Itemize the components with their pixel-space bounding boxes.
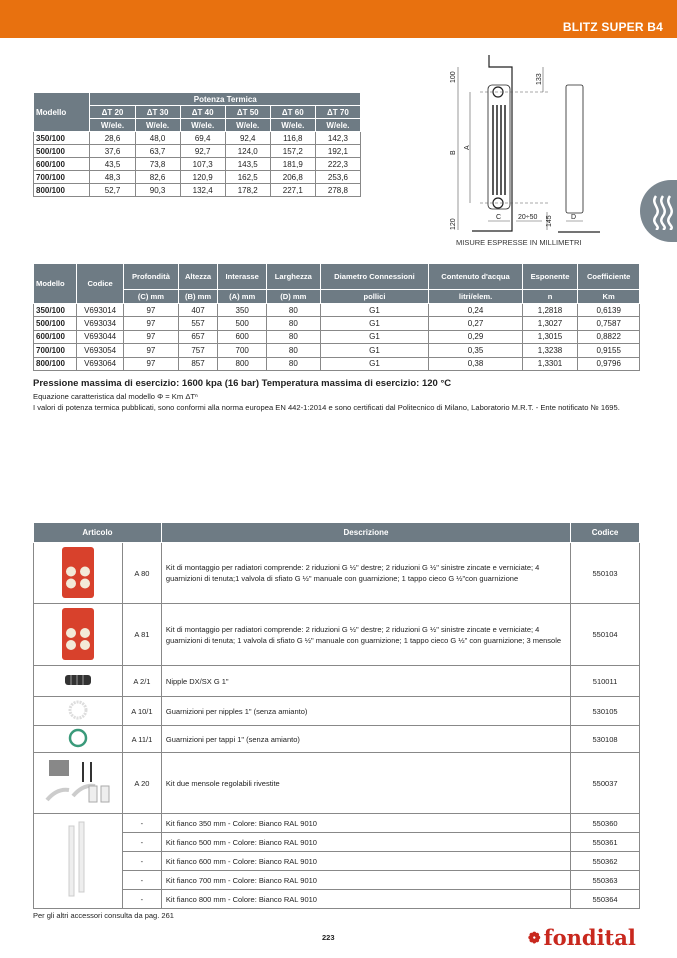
table-row — [34, 666, 640, 697]
spec-value: 0,9796 — [578, 357, 640, 370]
spec-value: 97 — [124, 304, 179, 317]
spec-value: 700 — [218, 344, 267, 357]
delta-header: ΔT 20 — [90, 106, 135, 119]
nipple-image — [34, 666, 123, 697]
spec-value: V693034 — [77, 317, 124, 330]
model-cell: 700/100 — [34, 344, 77, 357]
table-row — [34, 543, 640, 604]
power-value: 28,6 — [90, 132, 135, 145]
plug-gasket-image — [34, 726, 123, 753]
description-cell: Guarnizioni per tappi 1" (senza amianto) — [161, 726, 570, 753]
spec-value: 97 — [124, 317, 179, 330]
spec-value: V693044 — [77, 330, 124, 343]
dim-bottom: 120 — [450, 218, 457, 230]
article-cell: A 2/1 — [122, 666, 161, 697]
spec-unit: (C) mm — [124, 290, 179, 304]
description-cell: Kit due mensole regolabili rivestite — [161, 753, 570, 814]
spec-unit: litri/elem. — [429, 290, 522, 304]
side-kit-image — [34, 814, 123, 909]
spec-value: 97 — [124, 330, 179, 343]
spec-value: 0,6139 — [578, 304, 640, 317]
table-row — [34, 833, 640, 852]
diagram-caption: MISURE ESPRESSE IN MILLIMETRI — [456, 238, 582, 247]
power-value: 132,4 — [180, 184, 225, 197]
spec-value: 0,27 — [429, 317, 522, 330]
article-cell: A 20 — [122, 753, 161, 814]
code-cell: 510011 — [571, 666, 640, 697]
table-row — [34, 344, 640, 357]
spec-value: 1,3015 — [522, 330, 578, 343]
spec-header: Modello — [34, 264, 77, 304]
col-description: Descrizione — [161, 523, 570, 543]
description-cell: Guarnizioni per nipples 1" (senza amianto) — [161, 697, 570, 726]
power-value: 227,1 — [270, 184, 315, 197]
col-code: Codice — [571, 523, 640, 543]
table-row — [34, 132, 361, 145]
specification-table — [33, 263, 640, 371]
col-article: Articolo — [34, 523, 162, 543]
spec-value: 0,9155 — [578, 344, 640, 357]
description-cell: Kit fianco 500 mm - Colore: Bianco RAL 9010 — [161, 833, 570, 852]
unit-header: W/ele. — [315, 119, 360, 132]
code-cell: 550361 — [571, 833, 640, 852]
spec-header: Coefficiente — [578, 264, 640, 290]
spec-value: 0,24 — [429, 304, 522, 317]
delta-header: ΔT 30 — [135, 106, 180, 119]
spec-value: 80 — [267, 357, 321, 370]
description-cell: Kit fianco 700 mm - Colore: Bianco RAL 9010 — [161, 871, 570, 890]
power-value: 120,9 — [180, 171, 225, 184]
table-row — [34, 330, 640, 343]
spec-value: 97 — [124, 344, 179, 357]
model-cell: 600/100 — [34, 158, 90, 171]
power-value: 43,5 — [90, 158, 135, 171]
power-value: 82,6 — [135, 171, 180, 184]
power-value: 278,8 — [315, 184, 360, 197]
radiator-dimension-diagram — [440, 55, 600, 240]
code-cell: 550037 — [571, 753, 640, 814]
spec-value: V693054 — [77, 344, 124, 357]
power-value: 162,5 — [225, 171, 270, 184]
spec-value: 350 — [218, 304, 267, 317]
power-value: 48,0 — [135, 132, 180, 145]
description-cell: Kit fianco 350 mm - Colore: Bianco RAL 9010 — [161, 814, 570, 833]
table-row — [34, 184, 361, 197]
power-value: 52,7 — [90, 184, 135, 197]
model-cell: 350/100 — [34, 304, 77, 317]
article-cell: - — [122, 814, 161, 833]
accessories-footnote: Per gli altri accessori consulta da pag. 261 — [33, 911, 174, 920]
spec-value: 800 — [218, 357, 267, 370]
unit-header: W/ele. — [90, 119, 135, 132]
article-cell: - — [122, 833, 161, 852]
delta-header: ΔT 60 — [270, 106, 315, 119]
power-value: 116,8 — [270, 132, 315, 145]
dim-b: B — [450, 150, 457, 155]
spec-header: Contenuto d'acqua — [429, 264, 522, 290]
power-value: 73,8 — [135, 158, 180, 171]
thermal-power-table — [33, 92, 361, 197]
spec-header: Diametro Connessioni — [320, 264, 429, 290]
spec-value: 80 — [267, 304, 321, 317]
power-value: 222,3 — [315, 158, 360, 171]
description-cell: Kit fianco 600 mm - Colore: Bianco RAL 9010 — [161, 852, 570, 871]
table-row — [34, 890, 640, 909]
spec-header: Interasse — [218, 264, 267, 290]
description-cell: Kit di montaggio per radiatori comprende: 2 riduzioni G ½" destre; 2 riduzioni G ½" sinistre zincate e verniciate; 4 guarnizioni di tenuta;1 valvola di sfiato G ½" manuale con guarnizione; 1 tappo cieco G ½"con guarnizione — [161, 543, 570, 604]
spec-value: 500 — [218, 317, 267, 330]
article-cell: A 80 — [122, 543, 161, 604]
power-value: 69,4 — [180, 132, 225, 145]
model-cell: 350/100 — [34, 132, 90, 145]
dim-a: A — [464, 145, 471, 150]
power-value: 253,6 — [315, 171, 360, 184]
unit-header: W/ele. — [225, 119, 270, 132]
product-title: BLITZ SUPER B4 — [562, 20, 663, 34]
spec-header: Altezza — [178, 264, 218, 290]
col-model: Modello — [34, 93, 90, 132]
unit-header: W/ele. — [180, 119, 225, 132]
power-value: 143,5 — [225, 158, 270, 171]
spec-unit: (A) mm — [218, 290, 267, 304]
certification-note: I valori di potenza termica pubblicati, sono conformi alla norma europea EN 442-1:2014 e sono certificati dal Politecnico di Milano, Laboratorio M.R.T. - Ente notificato № 1695. — [33, 403, 620, 412]
spec-value: 0,8822 — [578, 330, 640, 343]
table-row — [34, 317, 640, 330]
spec-value: 1,3238 — [522, 344, 578, 357]
article-cell: A 81 — [122, 604, 161, 666]
spec-value: 0,29 — [429, 330, 522, 343]
article-cell: A 11/1 — [122, 726, 161, 753]
dim-right-bottom: 145 — [546, 215, 553, 227]
spec-value: 1,3027 — [522, 317, 578, 330]
pressure-note: Pressione massima di esercizio: 1600 kpa (16 bar) Temperatura massima di esercizio: 120 °C — [33, 378, 452, 389]
model-cell: 800/100 — [34, 184, 90, 197]
spec-value: 1,2818 — [522, 304, 578, 317]
accessories-table — [33, 522, 640, 909]
spec-unit: (B) mm — [178, 290, 218, 304]
description-cell: Nipple DX/SX G 1" — [161, 666, 570, 697]
brand-name: fondital — [543, 925, 636, 950]
power-value: 142,3 — [315, 132, 360, 145]
table-row — [34, 753, 640, 814]
flower-icon: ❁ — [528, 929, 541, 947]
spec-value: 857 — [178, 357, 218, 370]
table-row — [34, 814, 640, 833]
kit-a81-image — [34, 604, 123, 666]
code-cell: 550364 — [571, 890, 640, 909]
spec-value: G1 — [320, 317, 429, 330]
spec-value: 0,7587 — [578, 317, 640, 330]
spec-header: Larghezza — [267, 264, 321, 290]
spec-header: Profondità — [124, 264, 179, 290]
description-cell: Kit di montaggio per radiatori comprende: 2 riduzioni G ½" destre; 2 riduzioni G ½" sinistre zincate e verniciate; 4 guarnizioni di tenuta; 1 valvola di sfiato G ½" manuale con guarnizione; 1 tappo cieco G ½" con guarnizione; 3 mensole — [161, 604, 570, 666]
model-cell: 800/100 — [34, 357, 77, 370]
table-row — [34, 357, 640, 370]
power-value: 192,1 — [315, 145, 360, 158]
technical-notes — [33, 378, 643, 413]
power-value: 206,8 — [270, 171, 315, 184]
kit-a80-image — [34, 543, 123, 604]
spec-value: 80 — [267, 344, 321, 357]
article-cell: - — [122, 890, 161, 909]
code-cell: 550362 — [571, 852, 640, 871]
article-cell: A 10/1 — [122, 697, 161, 726]
spec-value: 0,38 — [429, 357, 522, 370]
delta-header: ΔT 70 — [315, 106, 360, 119]
nipple-gasket-image — [34, 697, 123, 726]
table-row — [34, 697, 640, 726]
power-value: 157,2 — [270, 145, 315, 158]
spec-value: 657 — [178, 330, 218, 343]
group-header: Potenza Termica — [90, 93, 361, 106]
spec-value: V693014 — [77, 304, 124, 317]
code-cell: 550360 — [571, 814, 640, 833]
spec-value: G1 — [320, 330, 429, 343]
heating-section-tab — [640, 180, 677, 242]
code-cell: 530105 — [571, 697, 640, 726]
model-cell: 500/100 — [34, 145, 90, 158]
power-value: 92,4 — [225, 132, 270, 145]
equation-note: Equazione caratteristica dal modello Φ = Km ΔTⁿ — [33, 392, 198, 401]
power-value: 48,3 — [90, 171, 135, 184]
spec-header: Esponente — [522, 264, 578, 290]
spec-unit: pollici — [320, 290, 429, 304]
heat-waves-icon — [648, 192, 677, 230]
unit-header: W/ele. — [135, 119, 180, 132]
article-cell: - — [122, 871, 161, 890]
dim-c: C — [496, 214, 502, 221]
header-bar — [0, 0, 677, 38]
model-cell: 700/100 — [34, 171, 90, 184]
spec-value: G1 — [320, 344, 429, 357]
spec-unit: Km — [578, 290, 640, 304]
table-row — [34, 145, 361, 158]
fondital-logo — [528, 925, 636, 950]
spec-unit: (D) mm — [267, 290, 321, 304]
power-value: 92,7 — [180, 145, 225, 158]
dim-d: D — [571, 214, 577, 221]
spec-value: 80 — [267, 317, 321, 330]
table-row — [34, 604, 640, 666]
spec-value: 600 — [218, 330, 267, 343]
model-cell: 500/100 — [34, 317, 77, 330]
power-value: 107,3 — [180, 158, 225, 171]
power-value: 181,9 — [270, 158, 315, 171]
spec-value: V693064 — [77, 357, 124, 370]
power-value: 178,2 — [225, 184, 270, 197]
spec-value: 0,35 — [429, 344, 522, 357]
dim-top: 100 — [450, 71, 457, 83]
power-value: 63,7 — [135, 145, 180, 158]
article-cell: - — [122, 852, 161, 871]
code-cell: 530108 — [571, 726, 640, 753]
spec-value: 757 — [178, 344, 218, 357]
table-row — [34, 871, 640, 890]
spec-value: 557 — [178, 317, 218, 330]
model-cell: 600/100 — [34, 330, 77, 343]
delta-header: ΔT 50 — [225, 106, 270, 119]
spec-value: G1 — [320, 357, 429, 370]
page-number: 223 — [322, 933, 335, 942]
delta-header: ΔT 40 — [180, 106, 225, 119]
power-value: 37,6 — [90, 145, 135, 158]
spec-value: 1,3301 — [522, 357, 578, 370]
table-row — [34, 171, 361, 184]
unit-header: W/ele. — [270, 119, 315, 132]
spec-header: Codice — [77, 264, 124, 304]
dim-gap: 20÷50 — [518, 214, 538, 221]
code-cell: 550363 — [571, 871, 640, 890]
spec-value: 97 — [124, 357, 179, 370]
spec-value: G1 — [320, 304, 429, 317]
power-value: 90,3 — [135, 184, 180, 197]
spec-value: 407 — [178, 304, 218, 317]
description-cell: Kit fianco 800 mm - Colore: Bianco RAL 9010 — [161, 890, 570, 909]
code-cell: 550104 — [571, 604, 640, 666]
power-value: 124,0 — [225, 145, 270, 158]
dim-top-right: 133 — [536, 73, 543, 85]
spec-unit: n — [522, 290, 578, 304]
spec-value: 80 — [267, 330, 321, 343]
table-row — [34, 158, 361, 171]
table-row — [34, 726, 640, 753]
code-cell: 550103 — [571, 543, 640, 604]
table-row — [34, 304, 640, 317]
table-row — [34, 852, 640, 871]
brackets-image — [34, 753, 123, 814]
